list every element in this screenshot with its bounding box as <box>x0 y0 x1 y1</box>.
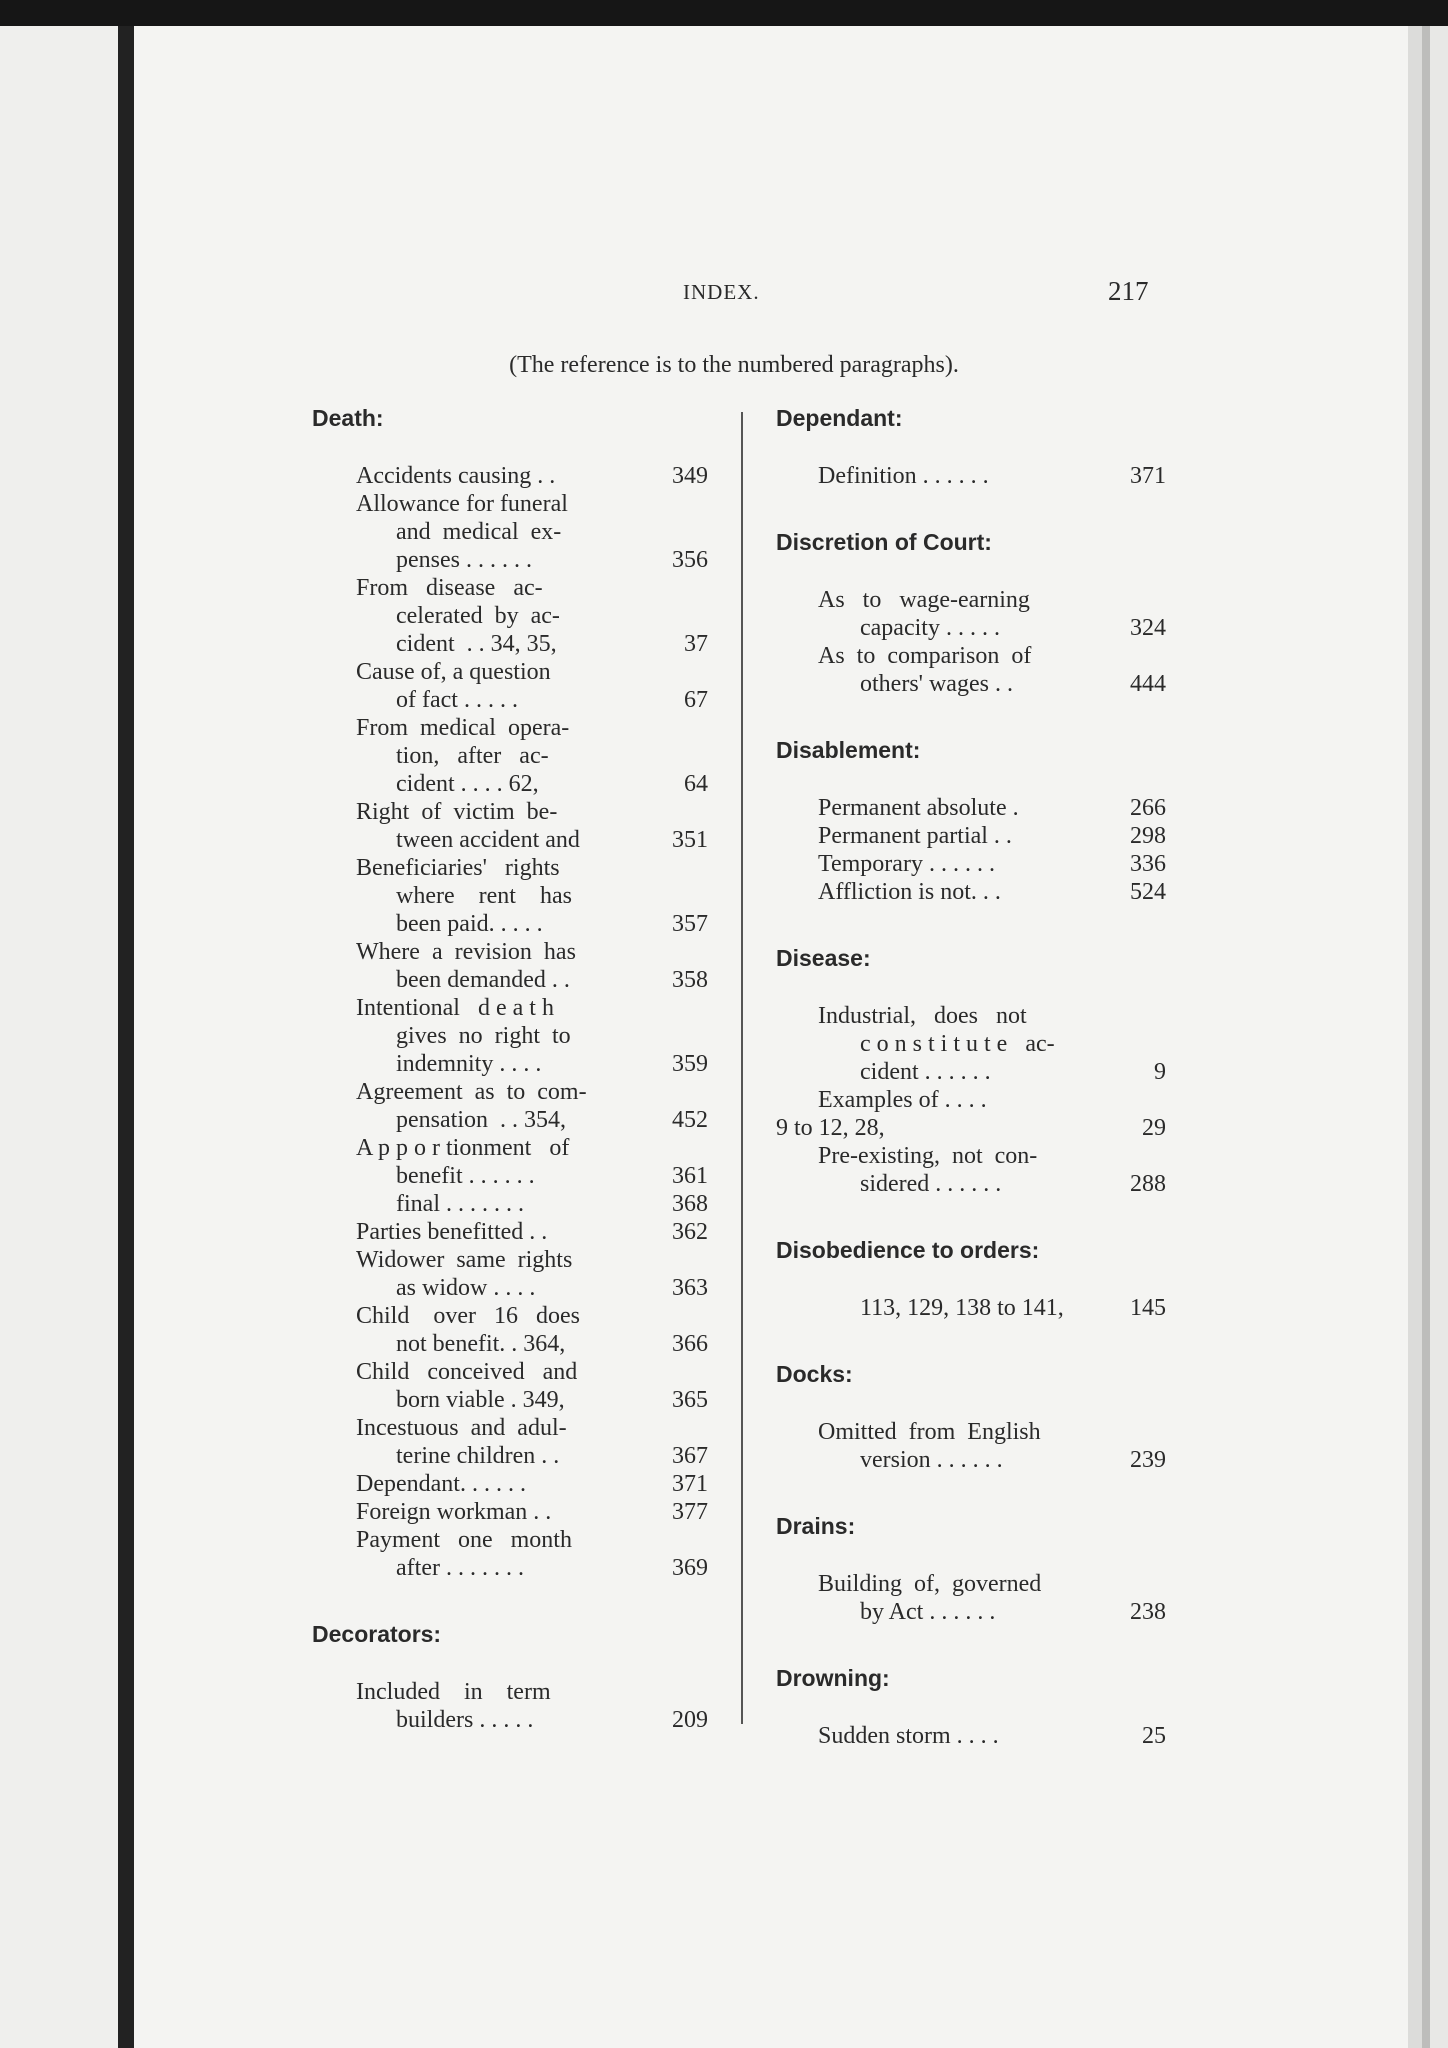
entry-text: benefit . . . . . . <box>396 1163 535 1189</box>
page-edge <box>1422 26 1430 2048</box>
running-head: INDEX. <box>683 280 760 304</box>
entry-text: As to comparison of <box>818 643 1032 669</box>
entry-text: builders . . . . . <box>396 1707 534 1733</box>
entry-text: cident . . . . . . <box>860 1059 991 1085</box>
index-entry-line <box>312 1470 708 1498</box>
entry-text: version . . . . . . <box>860 1447 1003 1473</box>
paragraph-ref: 25 <box>1142 1723 1166 1749</box>
entry-text: final . . . . . . . <box>396 1191 524 1217</box>
index-entry-line <box>312 1022 708 1050</box>
book-binding <box>118 26 134 2048</box>
index-entry-line <box>776 1418 1166 1446</box>
entry-text: Definition . . . . . . <box>818 463 989 489</box>
paragraph-ref: 363 <box>672 1275 708 1301</box>
page-edge <box>1408 26 1422 2048</box>
paragraph-ref: 336 <box>1130 851 1166 877</box>
paragraph-ref: 238 <box>1130 1599 1166 1625</box>
index-entry-line <box>776 1598 1166 1626</box>
index-entry-line <box>312 1554 708 1582</box>
index-entries <box>776 1002 1166 1198</box>
entry-text: From disease ac- <box>356 575 543 601</box>
index-entry-line <box>312 966 708 994</box>
index-entry-line <box>776 794 1166 822</box>
index-entry-line <box>776 1446 1166 1474</box>
entry-text: Building of, governed <box>818 1571 1042 1597</box>
index-heading: Disobedience to orders: <box>776 1237 1040 1263</box>
index-entry-line <box>312 1134 708 1162</box>
index-entry-line <box>312 1358 708 1386</box>
entry-text: been paid. . . . . <box>396 911 543 937</box>
paragraph-ref: 298 <box>1130 823 1166 849</box>
index-entry-line <box>312 546 708 574</box>
index-heading: Death: <box>312 405 384 431</box>
entry-text: and medical ex- <box>396 519 562 545</box>
entry-text: others' wages . . <box>860 671 1013 697</box>
paragraph-ref: 351 <box>672 827 708 853</box>
entry-text: Right of victim be- <box>356 799 558 825</box>
index-entry-line <box>776 822 1166 850</box>
entry-text: gives no right to <box>396 1023 571 1049</box>
index-entry-line <box>312 826 708 854</box>
paragraph-ref: 524 <box>1130 879 1166 905</box>
page-number: 217 <box>1108 276 1149 306</box>
index-entry-line <box>776 1114 1166 1142</box>
entry-text: Agreement as to com- <box>356 1079 587 1105</box>
index-entry-line <box>312 938 708 966</box>
entry-text: tween accident and <box>396 827 580 853</box>
paragraph-ref: 324 <box>1130 615 1166 641</box>
entry-text: of fact . . . . . <box>396 687 518 713</box>
paragraph-ref: 369 <box>672 1555 708 1581</box>
paragraph-ref: 367 <box>672 1443 708 1469</box>
index-entry-line <box>312 1498 708 1526</box>
paragraph-ref: 371 <box>672 1471 708 1497</box>
entry-text: Omitted from English <box>818 1419 1041 1445</box>
index-entry-line <box>312 1190 708 1218</box>
index-entry-line <box>776 586 1166 614</box>
index-entry-line <box>776 1058 1166 1086</box>
entry-text: Permanent absolute . <box>818 795 1019 821</box>
paragraph-ref: 368 <box>672 1191 708 1217</box>
index-entry-line <box>312 1706 708 1734</box>
entry-text: Included in term <box>356 1679 551 1705</box>
entry-text: Widower same rights <box>356 1247 573 1273</box>
index-heading: Decorators: <box>312 1621 442 1647</box>
paragraph-ref: 365 <box>672 1387 708 1413</box>
index-entry-line <box>312 1162 708 1190</box>
paragraph-ref: 67 <box>684 687 708 713</box>
entry-text: celerated by ac- <box>396 603 560 629</box>
index-entries <box>776 1722 1166 1750</box>
index-entry-line <box>312 1078 708 1106</box>
entry-text: Affliction is not. . . <box>818 879 1001 905</box>
index-entries <box>776 586 1166 698</box>
entry-text: Accidents causing . . <box>356 463 556 489</box>
paragraph-ref: 444 <box>1130 671 1166 697</box>
facing-page-edge <box>0 26 118 2048</box>
entry-text: 113, 129, 138 to 141, <box>860 1295 1064 1321</box>
index-entry-line <box>312 1106 708 1134</box>
entry-text: Where a revision has <box>356 939 576 965</box>
entry-text: Allowance for funeral <box>356 491 568 517</box>
index-entry-line <box>312 1050 708 1078</box>
paragraph-ref: 358 <box>672 967 708 993</box>
entry-text: Cause of, a question <box>356 659 551 685</box>
entry-text: after . . . . . . . <box>396 1555 524 1581</box>
index-entry-line <box>776 1086 1166 1114</box>
entry-text: been demanded . . <box>396 967 570 993</box>
index-entry-line <box>312 686 708 714</box>
index-entry-line <box>312 1330 708 1358</box>
index-heading: Discretion of Court: <box>776 529 992 555</box>
index-heading: Docks: <box>776 1361 853 1387</box>
paragraph-ref: 64 <box>684 771 708 797</box>
index-entry-line <box>312 798 708 826</box>
paragraph-ref: 361 <box>672 1163 708 1189</box>
paragraph-ref: 9 <box>1154 1059 1166 1085</box>
entry-text: Payment one month <box>356 1527 572 1553</box>
index-entry-line <box>776 642 1166 670</box>
entry-text: Temporary . . . . . . <box>818 851 995 877</box>
index-entry-line <box>776 1170 1166 1198</box>
index-entry-line <box>312 1678 708 1706</box>
index-entry-line <box>312 574 708 602</box>
entry-text: Industrial, does not <box>818 1003 1027 1029</box>
entry-text: by Act . . . . . . <box>860 1599 996 1625</box>
index-entries <box>776 1418 1166 1474</box>
index-entry-line <box>312 1274 708 1302</box>
entry-text: Foreign workman . . <box>356 1499 552 1525</box>
index-entry-line <box>312 1442 708 1470</box>
index-entry-line <box>312 602 708 630</box>
index-entry-line <box>312 994 708 1022</box>
index-entry-line <box>776 1722 1166 1750</box>
index-entry-line <box>312 462 708 490</box>
index-entry-line <box>312 854 708 882</box>
index-entry-line <box>312 490 708 518</box>
index-entries <box>776 794 1166 906</box>
entry-text: where rent has <box>396 883 572 909</box>
paragraph-ref: 288 <box>1130 1171 1166 1197</box>
index-entry-line <box>312 882 708 910</box>
index-entries <box>776 1294 1166 1322</box>
entry-text: pensation . . 354, <box>396 1107 566 1133</box>
reference-note: (The reference is to the numbered paragraphs). <box>509 352 959 378</box>
index-entry-line <box>312 1526 708 1554</box>
entry-text: Child over 16 does <box>356 1303 580 1329</box>
paragraph-ref: 377 <box>672 1499 708 1525</box>
entry-text: born viable . 349, <box>396 1387 565 1413</box>
entry-text: terine children . . <box>396 1443 560 1469</box>
entry-text: Child conceived and <box>356 1359 578 1385</box>
index-entry-line <box>312 518 708 546</box>
entry-text: indemnity . . . . <box>396 1051 542 1077</box>
index-entry-line <box>312 742 708 770</box>
paragraph-ref: 29 <box>1142 1115 1166 1141</box>
entry-text: From medical opera- <box>356 715 570 741</box>
index-entry-line <box>312 1386 708 1414</box>
entry-text: tion, after ac- <box>396 743 549 769</box>
entry-text: Beneficiaries' rights <box>356 855 560 881</box>
index-heading: Drowning: <box>776 1665 890 1691</box>
index-entry-line <box>776 1030 1166 1058</box>
index-entries <box>776 1570 1166 1626</box>
index-entry-line <box>776 1002 1166 1030</box>
entry-text: Dependant. . . . . . <box>356 1471 526 1497</box>
entry-text: cident . . . . 62, <box>396 771 539 797</box>
index-entry-line <box>312 714 708 742</box>
entry-text: c o n s t i t u t e ac- <box>860 1031 1055 1057</box>
paragraph-ref: 266 <box>1130 795 1166 821</box>
index-entry-line <box>312 910 708 938</box>
entry-text: Examples of . . . . <box>818 1087 987 1113</box>
paragraph-ref: 209 <box>672 1707 708 1733</box>
paragraph-ref: 366 <box>672 1331 708 1357</box>
entry-text: Parties benefitted . . <box>356 1219 548 1245</box>
entry-text: As to wage-earning <box>818 587 1030 613</box>
scan-top-edge <box>0 0 1448 26</box>
left-column <box>312 404 708 1772</box>
index-entry-line <box>312 658 708 686</box>
paragraph-ref: 362 <box>672 1219 708 1245</box>
index-entries <box>776 462 1166 490</box>
index-entries <box>312 1678 708 1734</box>
index-heading: Dependant: <box>776 405 903 431</box>
entry-text: as widow . . . . <box>396 1275 536 1301</box>
index-entry-line <box>776 462 1166 490</box>
paragraph-ref: 37 <box>684 631 708 657</box>
entry-text: A p p o r tionment of <box>356 1135 570 1161</box>
entry-text: cident . . 34, 35, <box>396 631 557 657</box>
index-entry-line <box>312 1302 708 1330</box>
page-edge <box>1430 26 1448 2048</box>
column-rule <box>741 412 743 1724</box>
index-entry-line <box>312 1218 708 1246</box>
index-entry-line <box>776 878 1166 906</box>
paragraph-ref: 349 <box>672 463 708 489</box>
index-entry-line <box>312 630 708 658</box>
index-entry-line <box>776 1142 1166 1170</box>
paragraph-ref: 145 <box>1130 1295 1166 1321</box>
entry-text: Permanent partial . . <box>818 823 1012 849</box>
index-entry-line <box>312 770 708 798</box>
paragraph-ref: 371 <box>1130 463 1166 489</box>
index-entry-line <box>312 1246 708 1274</box>
entry-text: penses . . . . . . <box>396 547 532 573</box>
index-entry-line <box>776 1294 1166 1322</box>
paragraph-ref: 239 <box>1130 1447 1166 1473</box>
entry-text: sidered . . . . . . <box>860 1171 1002 1197</box>
index-entries <box>312 462 708 1582</box>
entry-text: not benefit. . 364, <box>396 1331 566 1357</box>
entry-text: Pre-existing, not con- <box>818 1143 1038 1169</box>
paragraph-ref: 356 <box>672 547 708 573</box>
entry-text: Incestuous and adul- <box>356 1415 567 1441</box>
index-heading: Disease: <box>776 945 871 971</box>
paragraph-ref: 452 <box>672 1107 708 1133</box>
entry-text: Sudden storm . . . . <box>818 1723 999 1749</box>
paragraph-ref: 357 <box>672 911 708 937</box>
right-column <box>776 404 1166 1788</box>
entry-text: capacity . . . . . <box>860 615 1000 641</box>
entry-text: Intentional d e a t h <box>356 995 554 1021</box>
index-entry-line <box>312 1414 708 1442</box>
entry-text: 9 to 12, 28, <box>776 1115 885 1141</box>
index-entry-line <box>776 1570 1166 1598</box>
index-entry-line <box>776 850 1166 878</box>
paragraph-ref: 359 <box>672 1051 708 1077</box>
index-entry-line <box>776 614 1166 642</box>
index-heading: Disablement: <box>776 737 921 763</box>
index-entry-line <box>776 670 1166 698</box>
index-heading: Drains: <box>776 1513 856 1539</box>
